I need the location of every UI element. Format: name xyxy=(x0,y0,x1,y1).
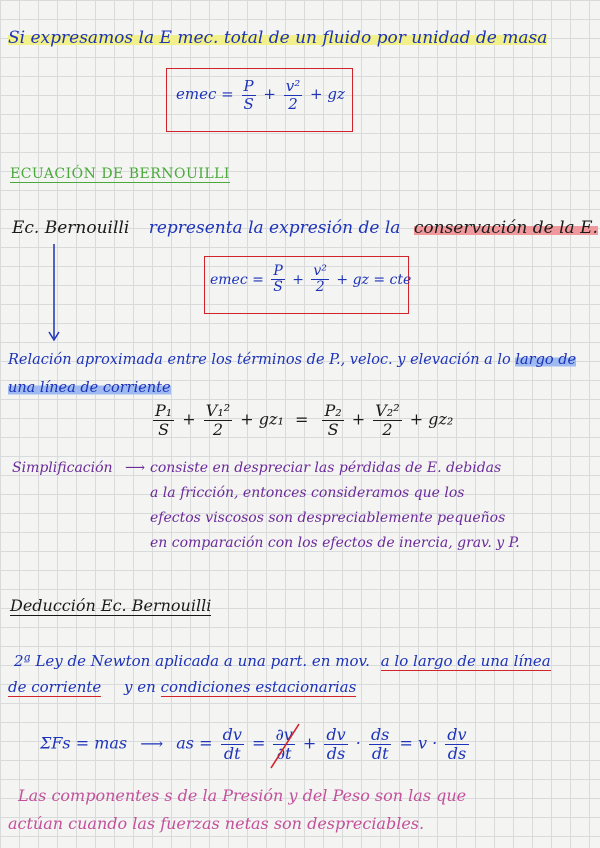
dv-ds-result xyxy=(445,726,468,762)
pressure-fraction xyxy=(271,264,284,296)
acceleration-equation xyxy=(40,726,472,762)
velocity-squared: v² xyxy=(285,77,301,95)
section-title-deduccion: Deducción Ec. Bernouilli xyxy=(10,596,212,615)
acceleration-symbol: as = xyxy=(176,733,213,753)
plus-sign: + xyxy=(182,409,196,429)
emec-cte-equation xyxy=(210,264,411,296)
ds-denominator: ds xyxy=(447,743,467,763)
p2-symbol: P₂ xyxy=(324,401,342,420)
density-symbol: S xyxy=(158,419,170,439)
intro-text: Si expresamos la E mec. total de un fluido por unidad de masa xyxy=(8,28,548,48)
gz-term: gz xyxy=(327,85,345,103)
denominator-two: 2 xyxy=(212,419,224,439)
p1-fraction xyxy=(153,402,174,438)
plus-sign: + xyxy=(302,733,317,753)
equals-sign: = xyxy=(294,409,309,429)
p1-symbol: P₁ xyxy=(155,401,173,420)
newton-line-1 xyxy=(14,652,551,670)
density-symbol: S xyxy=(243,94,254,113)
simplification-line-3: efectos viscosos son despreciablemente pequeños xyxy=(150,510,506,526)
emec-equation xyxy=(176,78,345,112)
ds-dt-fraction xyxy=(369,726,391,762)
gz2-term: gz₂ xyxy=(428,409,454,429)
simplification-label xyxy=(12,460,145,476)
partial-dv-dt-fraction xyxy=(273,726,294,762)
relation-text: Relación aproximada entre los términos de P., veloc. y elevación a lo xyxy=(8,352,511,368)
newton-text-2: y en xyxy=(124,678,156,696)
bernouilli-equation xyxy=(150,402,453,438)
velocity-squared: v² xyxy=(313,263,327,279)
dv-numerator: dv xyxy=(326,725,346,744)
plus-sign: + xyxy=(336,271,349,288)
plus-sign: + xyxy=(310,85,323,103)
right-arrow-icon: ⟶ xyxy=(125,460,146,476)
v2-fraction xyxy=(373,402,401,438)
newton-underline-1: a lo largo de una línea xyxy=(380,652,551,670)
note-line-1: Las componentes s de la Presión y del Peso son las que xyxy=(18,786,467,805)
down-arrow-icon xyxy=(44,244,64,344)
ds-denominator: ds xyxy=(326,743,346,763)
bernouilli-label: Ec. Bernouilli xyxy=(12,218,130,238)
dv-ds-fraction xyxy=(324,726,347,762)
newton-underline-2: de corriente xyxy=(8,678,102,696)
p2-fraction xyxy=(322,402,343,438)
relation-line-1 xyxy=(8,352,576,368)
plus-sign: + xyxy=(409,409,424,429)
newton-underline-3: condiciones estacionarias xyxy=(160,678,357,696)
plus-sign: + xyxy=(263,85,276,103)
partial-dt: ∂t xyxy=(276,743,292,763)
v1-fraction xyxy=(204,402,232,438)
v2-squared: V₂² xyxy=(375,401,400,420)
constant-term: = cte xyxy=(373,271,412,288)
denominator-two: 2 xyxy=(382,419,393,439)
section-title-bernouilli: ECUACIÓN DE BERNOUILLI xyxy=(10,166,230,182)
newton-text: 2ª Ley de Newton aplicada a una part. en mov. xyxy=(14,652,370,670)
density-symbol: S xyxy=(327,419,339,439)
plus-sign: + xyxy=(292,271,304,288)
pressure-fraction xyxy=(242,78,256,112)
simplification-line-1: consiste en despreciar las pérdidas de E. debidas xyxy=(150,460,502,476)
density-symbol: S xyxy=(273,279,283,296)
note-line-2: actúan cuando las fuerzas netas son despreciables. xyxy=(8,814,425,833)
conservation-highlight: conservación de la E. xyxy=(413,218,598,238)
cancel-strike-icon xyxy=(269,722,303,770)
simplification-line-2: a la fricción, entonces consideramos que los xyxy=(150,485,465,501)
denominator-two: 2 xyxy=(288,94,298,113)
relation-line-2 xyxy=(8,380,171,396)
relation-highlight-1: largo de xyxy=(515,352,577,368)
equals-sign: = xyxy=(221,85,234,103)
gz1-term: gz₁ xyxy=(258,409,284,429)
emec-symbol: emec xyxy=(176,85,217,103)
gz-term: gz xyxy=(352,271,369,288)
relation-highlight-2: una línea de corriente xyxy=(8,380,171,396)
dv-dt-fraction xyxy=(221,726,244,762)
simplification-line-4: en comparación con los efectos de inercia, grav. y P. xyxy=(150,535,520,551)
force-sum: ΣFs = mas xyxy=(40,733,128,753)
right-arrow-icon: ⟶ xyxy=(140,733,164,753)
dt-denominator: dt xyxy=(371,743,389,763)
velocity-symbol: v · xyxy=(417,733,438,753)
equals-sign: = xyxy=(251,733,266,753)
velocity-fraction xyxy=(311,264,329,296)
bernouilli-line xyxy=(12,218,598,238)
simplification-title: Simplificación xyxy=(12,460,113,476)
dv-numerator: dv xyxy=(222,725,242,744)
pressure-symbol: P xyxy=(273,263,283,279)
denominator-two: 2 xyxy=(315,279,325,296)
v1-squared: V₁² xyxy=(205,401,231,420)
equals-sign: = xyxy=(252,271,264,288)
dv-numerator: dv xyxy=(447,725,467,744)
pressure-symbol: P xyxy=(243,77,254,95)
equals-sign: = xyxy=(399,733,413,753)
plus-sign: + xyxy=(351,409,366,429)
ds-numerator: ds xyxy=(370,725,390,744)
velocity-fraction xyxy=(284,78,303,112)
dot-operator: · xyxy=(355,733,361,753)
emec-symbol: emec xyxy=(210,271,248,288)
newton-line-2 xyxy=(8,678,356,696)
plus-sign: + xyxy=(240,409,254,429)
bernouilli-description: representa la expresión de la xyxy=(148,218,401,238)
dt-denominator: dt xyxy=(223,743,241,763)
partial-dv: ∂v xyxy=(275,725,293,744)
